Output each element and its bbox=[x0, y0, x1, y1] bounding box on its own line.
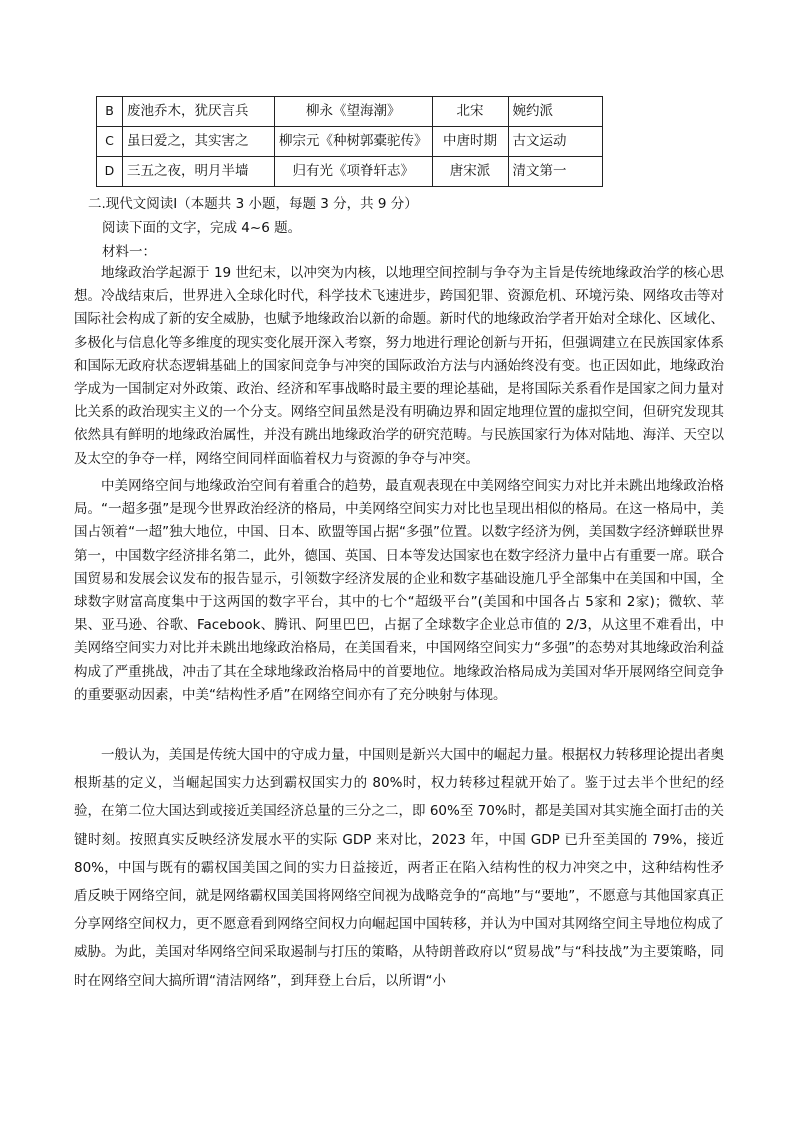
style-cell: 古文运动 bbox=[508, 127, 602, 157]
paragraph: 中美网络空间与地缘政治空间有着重合的趋势，最直观表现在中美网络空间实力对比并未跳出地缘政治格局。“一超多强”是现今世界政治经济的格局，中美网络空间实力对比也呈现出相似的格局。在这一格局中，美国占领着“一超”独大地位，中国、日本、欧盟等国占据“多强”位置。以数字经济为例，美国数字经济蝉联世界第一，中国数字经济排名第二，此外，德国、英国、日本等发达国家也在数字经济力量中占有重要一席。联合国贸易和发展会议发布的报告显示，引领数字经济发展的企业和数字基础设施几乎全部集中在美国和中国，全球数字财富高度集中于这两国的数字平台，其中的七个“超级平台”(美国和中国各占 5家和 2家)；微软、苹果、亚马逊、谷歌、Facebook、腾讯、阿里巴巴，占据了全球数字企业总市值的 2/3，从这里不难看出，中美网络空间实力对比并未跳出地缘政治格局，在美国看来，中国网络空间实力“多强”的态势对其地缘政治利益构成了严重挑战，冲击了其在全球地缘政治格局中的首要地位。地缘政治格局成为美国对华开展网络空间竞争的重要驱动因素，中美“结构性矛盾”在网络空间亦有了充分映射与体现。 bbox=[74, 478, 724, 703]
option-letter: B bbox=[97, 97, 123, 127]
table-row bbox=[97, 157, 603, 187]
author-work-cell: 归有光《项脊轩志》 bbox=[275, 157, 433, 187]
author-work-cell: 柳宗元《种树郭橐驼传》 bbox=[275, 127, 433, 157]
table-row bbox=[97, 97, 603, 127]
option-letter: C bbox=[97, 127, 123, 157]
answer-options-table bbox=[96, 96, 603, 187]
quote-cell: 虽曰爱之，其实害之 bbox=[123, 127, 275, 157]
section-heading: 二.现代文阅读Ⅰ（本题共 3 小题，每题 3 分，共 9 分） bbox=[88, 196, 418, 212]
quote-cell: 废池乔木，犹厌言兵 bbox=[123, 97, 275, 127]
style-cell: 婉约派 bbox=[508, 97, 602, 127]
paragraph: 一般认为，美国是传统大国中的守成力量，中国则是新兴大国中的崛起力量。根据权力转移理论提出者奥根斯基的定义，当崛起国实力达到霸权国实力的 80%时，权力转移过程就开始了。鉴于过去半个世纪的经验，在第二位大国达到或接近美国经济总量的三分之二，即 60%至 70%时，都是美国对其实施全面打击的关键时刻。按照真实反映经济发展水平的实际 GDP 来对比，2023 年，中国 GDP 已升至美国的 79%，接近 80%，中国与既有的霸权国美国之间的实力日益接近，两者正在陷入结构性的权力冲突之中，这种结构性矛盾反映于网络空间，就是网络霸权国美国将网络空间视为战略竞争的“高地”与“要地”，不愿意与其他国家真正分享网络空间权力，更不愿意看到网络空间权力向崛起国中国转移，并认为中国对其网络空间主导地位构成了威胁。为此，美国对华网络空间采取遏制与打压的策略，从特朗普政府以“贸易战”与“科技战”为主要策略，同时在网络空间大搞所谓“清洁网络”，到拜登上台后，以所谓“小 bbox=[74, 747, 724, 989]
period-cell: 北宋 bbox=[432, 97, 508, 127]
table-row bbox=[97, 127, 603, 157]
reading-instruction: 阅读下面的文字，完成 4~6 题。 bbox=[102, 220, 302, 236]
paragraph: 地缘政治学起源于 19 世纪末，以冲突为内核，以地理空间控制与争夺为主旨是传统地缘政治学的核心思想。冷战结束后，世界进入全球化时代，科学技术飞速进步，跨国犯罪、资源危机、环境污染、网络攻击等对国际社会构成了新的安全威胁，也赋予地缘政治以新的命题。新时代的地缘政治学者开始对全球化、区域化、多极化与信息化等多维度的现实变化展开深入考察，努力地进行理论创新与开拓，但强调建立在民族国家体系和国际无政府状态逻辑基础上的国家间竞争与冲突的国际政治方法与内涵始终没有变。也正因如此，地缘政治学成为一国制定对外政策、政治、经济和军事战略时最主要的理论基础，是将国际关系看作是国家之间力量对比关系的政治现实主义的一个分支。网络空间虽然是没有明确边界和固定地理位置的虚拟空间，但研究发现其依然具有鲜明的地缘政治属性，并没有跳出地缘政治学的研究范畴。与民族国家行为体对陆地、海洋、天空以及太空的争夺一样，网络空间同样面临着权力与资源的争夺与冲突。 bbox=[74, 265, 724, 467]
period-cell: 唐宋派 bbox=[432, 157, 508, 187]
style-cell: 清文第一 bbox=[508, 157, 602, 187]
quote-cell: 三五之夜，明月半墙 bbox=[123, 157, 275, 187]
option-letter: D bbox=[97, 157, 123, 187]
author-work-cell: 柳永《望海潮》 bbox=[275, 97, 433, 127]
period-cell: 中唐时期 bbox=[432, 127, 508, 157]
material-label: 材料一： bbox=[102, 244, 156, 260]
